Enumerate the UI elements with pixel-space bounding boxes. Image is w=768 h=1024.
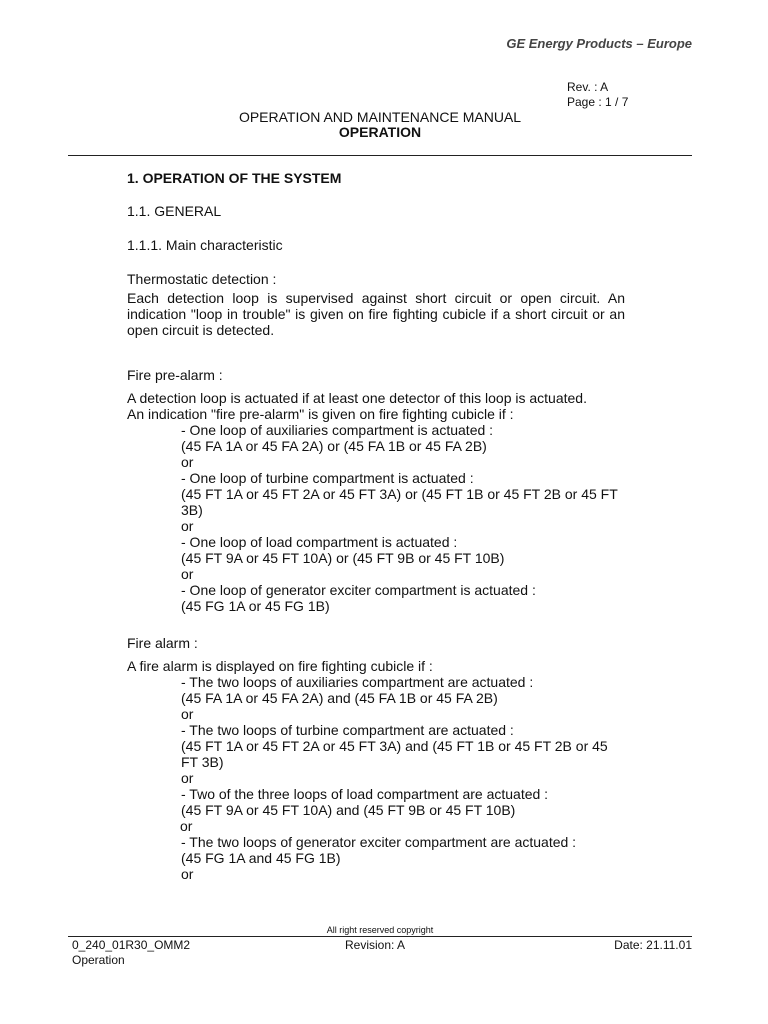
revision-block	[567, 80, 628, 110]
subsection-heading: 1.1. GENERAL	[127, 203, 222, 219]
list-item: - Two of the three loops of load compartment are actuated :	[181, 786, 549, 802]
document-body	[127, 168, 625, 882]
footer-section: Operation	[72, 953, 125, 967]
list-item: or	[181, 706, 194, 722]
footer-divider	[68, 936, 692, 937]
list-item: (45 FT 9A or 45 FT 10A) and (45 FT 9B or 45 FT 10B)	[181, 802, 516, 818]
list-item: or	[181, 454, 194, 470]
revision-label: Rev. : A	[567, 80, 609, 94]
list-item: - The two loops of turbine compartment are actuated :	[181, 722, 514, 738]
list-item: (45 FT 9A or 45 FT 10A) or (45 FT 9B or 45 FT 10B)	[181, 550, 505, 566]
list-item: or	[180, 818, 193, 834]
list-item: FT 3B)	[181, 754, 224, 770]
list-item: (45 FT 1A or 45 FT 2A or 45 FT 3A) and (45 FT 1B or 45 FT 2B or 45	[181, 738, 608, 754]
list-item: - One loop of auxiliaries compartment is actuated :	[181, 422, 494, 438]
list-item: or	[181, 566, 194, 582]
list-item: or	[181, 866, 194, 882]
copyright-notice: All right reserved copyright	[326, 925, 434, 935]
list-item: or	[181, 770, 194, 786]
list-item: - One loop of turbine compartment is actuated :	[181, 470, 474, 486]
header-divider	[68, 155, 692, 156]
manual-subtitle: OPERATION	[338, 124, 422, 140]
section-heading: 1. OPERATION OF THE SYSTEM	[127, 170, 342, 186]
list-item: (45 FA 1A or 45 FA 2A) and (45 FA 1B or 45 FA 2B)	[181, 690, 498, 706]
list-item: or	[181, 518, 194, 534]
page-number: Page : 1 / 7	[567, 95, 629, 109]
list-item: - The two loops of auxiliaries compartment are actuated :	[181, 674, 534, 690]
document-id: 0_240_01R30_OMM2	[72, 938, 191, 952]
prealarm-label: Fire pre-alarm :	[127, 367, 223, 383]
prealarm-intro-2: An indication "fire pre-alarm" is given on fire fighting cubicle if :	[127, 406, 514, 422]
fire-alarm-label: Fire alarm :	[127, 635, 198, 651]
list-item: (45 FG 1A and 45 FG 1B)	[181, 850, 341, 866]
company-name: GE Energy Products – Europe	[506, 36, 692, 51]
list-item: - One loop of generator exciter compartment is actuated :	[181, 582, 536, 598]
fire-alarm-block	[127, 658, 625, 882]
fire-alarm-intro: A fire alarm is displayed on fire fighting cubicle if :	[127, 658, 433, 674]
prealarm-block	[127, 390, 625, 614]
list-item: - One loop of load compartment is actuated :	[181, 534, 458, 550]
thermostatic-label: Thermostatic detection :	[127, 271, 277, 287]
list-item: (45 FA 1A or 45 FA 2A) or (45 FA 1B or 45 FA 2B)	[181, 438, 487, 454]
prealarm-intro-1: A detection loop is actuated if at least one detector of this loop is actuated.	[127, 390, 587, 406]
thermostatic-paragraph: Each detection loop is supervised against short circuit or open circuit. An indication "loop in trouble" is given on fire fighting cubicle if a short circuit or an open circuit is detected.	[127, 290, 625, 338]
footer-revision: Revision: A	[344, 938, 406, 952]
list-item: (45 FG 1A or 45 FG 1B)	[181, 598, 330, 614]
list-item: 3B)	[181, 502, 203, 518]
manual-title: OPERATION AND MAINTENANCE MANUAL	[238, 109, 522, 125]
subsubsection-heading: 1.1.1. Main characteristic	[127, 237, 283, 253]
list-item: - The two loops of generator exciter compartment are actuated :	[181, 834, 577, 850]
list-item: (45 FT 1A or 45 FT 2A or 45 FT 3A) or (45 FT 1B or 45 FT 2B or 45 FT	[181, 486, 618, 502]
footer-date: Date: 21.11.01	[614, 938, 692, 952]
